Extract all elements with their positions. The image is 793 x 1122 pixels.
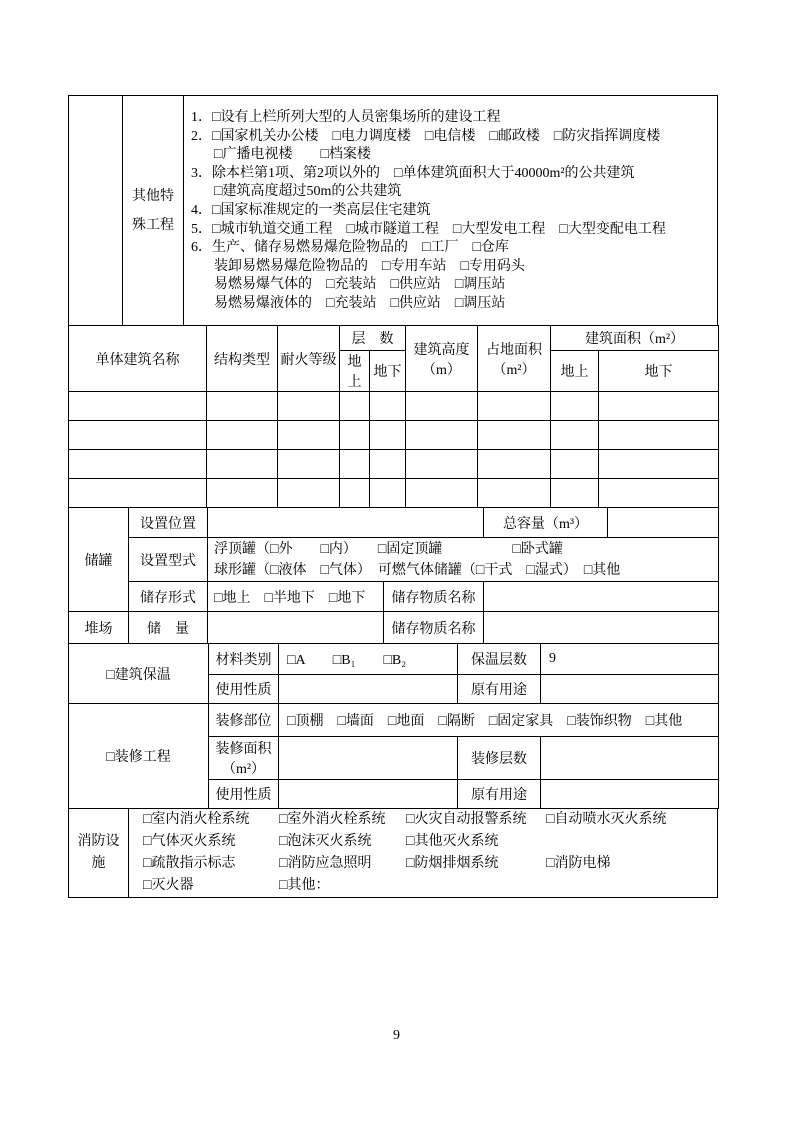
col-header-footprint-area: 占地面积（m²） — [478, 326, 551, 392]
input-cell[interactable] — [340, 450, 370, 479]
input-cell[interactable] — [207, 479, 278, 508]
checkbox-option[interactable]: □疏散指示标志 — [143, 856, 236, 871]
col-header-floors-above-ground: 地上 — [340, 351, 370, 392]
input-cell[interactable] — [406, 479, 478, 508]
checkbox-option-row — [143, 853, 713, 875]
checkbox-option-line[interactable]: 5．□城市轨道交通工程 □城市隧道工程 □大型发电工程 □大型变配电工程 — [191, 221, 666, 237]
input-cell[interactable] — [207, 450, 278, 479]
input-cell[interactable] — [340, 392, 370, 421]
checkbox-option[interactable] — [546, 875, 713, 897]
checkbox-option[interactable]: □室内消火栓系统 — [143, 812, 250, 827]
label-tank-type: 设置型式 — [129, 538, 208, 582]
col-header-building-name: 单体建筑名称 — [69, 326, 207, 392]
checkbox-option-line[interactable]: 装卸易燃易爆危险物品的 □专用车站 □专用码头 — [214, 258, 525, 274]
label-total-capacity: 总容量（m³） — [484, 508, 608, 538]
input-cell[interactable] — [370, 392, 406, 421]
input-cell[interactable] — [599, 479, 719, 508]
input-usage-nature[interactable] — [279, 675, 458, 704]
input-cell[interactable] — [69, 392, 207, 421]
input-cell[interactable] — [551, 479, 599, 508]
label-stock-quantity: 储 量 — [129, 612, 208, 644]
input-cell[interactable] — [551, 392, 599, 421]
label-renovation-area: 装修面积（m²） — [209, 737, 279, 780]
row-header-renovation-project[interactable]: □装修工程 — [69, 704, 209, 809]
row-header-tank: 储罐 — [69, 508, 129, 612]
checkbox-option[interactable]: □灭火器 — [143, 878, 194, 893]
input-tank-location[interactable] — [208, 508, 484, 538]
label-original-use: 原有用途 — [458, 780, 541, 809]
label-storage-form: 储存形式 — [129, 582, 208, 612]
checkbox-option-line[interactable]: 3．除本栏第1项、第2项以外的 □单体建筑面积大于40000m²的公共建筑 — [191, 165, 635, 181]
col-header-area-above-ground: 地上 — [551, 351, 599, 392]
fire-safety-application-form — [68, 95, 718, 898]
checkbox-option[interactable]: □火灾自动报警系统 — [406, 812, 527, 827]
input-stock-quantity[interactable] — [208, 612, 384, 644]
checkbox-option[interactable]: □其他灭火系统 — [406, 834, 499, 849]
label-original-use: 原有用途 — [458, 675, 541, 704]
label-tank-location: 设置位置 — [129, 508, 208, 538]
input-total-capacity[interactable] — [608, 508, 719, 538]
col-header-floors-below-ground: 地下 — [370, 351, 406, 392]
col-header-fire-resistance-rating: 耐火等级 — [278, 326, 340, 392]
fire-facilities-options — [129, 809, 718, 898]
row-header-text: 施 — [91, 856, 106, 871]
input-renovation-floors[interactable] — [541, 737, 719, 780]
input-cell[interactable] — [340, 421, 370, 450]
checkbox-option-line[interactable]: □建筑高度超过50m的公共建筑 — [214, 184, 402, 200]
checkbox-option-line[interactable]: 球形罐（□液体 □气体） 可燃气体储罐（□干式 □湿式） □其他 — [214, 562, 621, 578]
label-insulation-layers: 保温层数 — [458, 644, 541, 675]
material-category-options[interactable]: □A □B₁ □B₂ — [279, 644, 458, 675]
input-cell[interactable] — [478, 479, 551, 508]
fire-facilities-section — [68, 808, 718, 898]
checkbox-option-line[interactable]: □广播电视楼 □档案楼 — [214, 147, 371, 163]
input-cell[interactable] — [207, 392, 278, 421]
col-header-building-height: 建筑高度（m） — [406, 326, 478, 392]
row-header-text: 殊工程 — [132, 217, 174, 233]
col-header-floor-count: 层 数 — [340, 326, 406, 351]
checkbox-option-line[interactable]: 易燃易爆液体的 □充装站 □供应站 □调压站 — [214, 295, 506, 311]
input-cell[interactable] — [278, 450, 340, 479]
checkbox-option[interactable]: □防烟排烟系统 — [406, 856, 499, 871]
checkbox-option-line[interactable]: 6．生产、储存易燃易爆危险物品的 □工厂 □仓库 — [191, 240, 509, 256]
checkbox-option[interactable]: □其他： — [279, 878, 330, 893]
checkbox-option-line[interactable]: 4．□国家标准规定的一类高层住宅建筑 — [191, 202, 431, 218]
other-special-projects-options — [184, 96, 718, 326]
row-header-building-insulation[interactable]: □建筑保温 — [69, 644, 209, 704]
checkbox-option[interactable]: □消防电梯 — [546, 856, 611, 871]
input-cell[interactable] — [340, 479, 370, 508]
tank-yard-section — [68, 507, 719, 644]
checkbox-option-row — [143, 809, 713, 831]
checkbox-option-line[interactable]: 2．□国家机关办公楼 □电力调度楼 □电信楼 □邮政楼 □防灾指挥调度楼 — [191, 128, 661, 144]
checkbox-option[interactable] — [546, 831, 713, 853]
input-cell[interactable] — [278, 421, 340, 450]
label-stored-substance: 储存物质名称 — [384, 582, 484, 612]
renovation-part-options[interactable]: □顶棚 □墙面 □地面 □隔断 □固定家具 □装饰织物 □其他 — [279, 704, 719, 737]
building-insulation-section — [68, 643, 719, 704]
input-cell[interactable] — [278, 479, 340, 508]
input-cell[interactable] — [370, 479, 406, 508]
label-renovation-floors: 装修层数 — [458, 737, 541, 780]
renovation-project-section — [68, 703, 719, 809]
row-header-text: 其他特 — [132, 188, 174, 204]
row-header-text: 消防设 — [77, 834, 120, 849]
page-number: 9 — [393, 1028, 400, 1043]
input-cell[interactable] — [69, 479, 207, 508]
label-stored-substance: 储存物质名称 — [384, 612, 484, 644]
input-stored-substance[interactable] — [484, 582, 719, 612]
input-cell[interactable] — [406, 392, 478, 421]
checkbox-option[interactable]: □气体灭火系统 — [143, 834, 236, 849]
input-cell[interactable] — [551, 421, 599, 450]
input-cell[interactable] — [370, 421, 406, 450]
input-cell[interactable] — [478, 392, 551, 421]
input-renovation-area[interactable] — [279, 737, 458, 780]
building-info-table — [68, 325, 719, 508]
row-header-fire-facilities — [69, 809, 129, 898]
input-cell[interactable] — [406, 421, 478, 450]
checkbox-option[interactable]: □自动喷水灭火系统 — [546, 812, 667, 827]
input-cell[interactable] — [207, 421, 278, 450]
checkbox-option-row — [143, 831, 713, 853]
col-header-area-below-ground: 地下 — [599, 351, 719, 392]
input-stored-substance[interactable] — [484, 612, 719, 644]
checkbox-option-line[interactable]: 易燃易爆气体的 □充装站 □供应站 □调压站 — [214, 277, 506, 293]
value-insulation-layers[interactable]: 9 — [541, 644, 719, 675]
input-original-use[interactable] — [541, 675, 719, 704]
input-cell[interactable] — [478, 450, 551, 479]
empty-category-cell — [69, 96, 123, 326]
checkbox-option-row — [143, 875, 713, 897]
row-header-stockyard: 堆场 — [69, 612, 129, 644]
input-cell[interactable] — [69, 421, 207, 450]
label-usage-nature: 使用性质 — [209, 675, 279, 704]
checkbox-option[interactable]: □消防应急照明 — [279, 856, 372, 871]
storage-form-options[interactable]: □地上 □半地下 □地下 — [208, 582, 384, 612]
col-header-building-area: 建筑面积（m²） — [551, 326, 719, 351]
checkbox-option[interactable] — [406, 875, 546, 897]
row-header-other-special-projects — [123, 96, 184, 326]
input-cell[interactable] — [370, 450, 406, 479]
input-cell[interactable] — [69, 450, 207, 479]
input-original-use[interactable] — [541, 780, 719, 809]
input-cell[interactable] — [278, 392, 340, 421]
checkbox-option-line[interactable]: 1．□设有上栏所列大型的人员密集场所的建设工程 — [191, 110, 501, 125]
checkbox-option[interactable]: □室外消火栓系统 — [279, 812, 386, 827]
input-cell[interactable] — [599, 392, 719, 421]
input-cell[interactable] — [599, 450, 719, 479]
checkbox-option-line[interactable]: 浮顶罐（□外 □内） □固定顶罐 □卧式罐 — [214, 541, 563, 557]
input-cell[interactable] — [406, 450, 478, 479]
input-usage-nature[interactable] — [279, 780, 458, 809]
label-renovation-part: 装修部位 — [209, 704, 279, 737]
other-special-projects-section — [68, 95, 718, 326]
col-header-structure-type: 结构类型 — [207, 326, 278, 392]
input-cell[interactable] — [599, 421, 719, 450]
checkbox-option[interactable]: □泡沫灭火系统 — [279, 834, 372, 849]
label-usage-nature: 使用性质 — [209, 780, 279, 809]
input-cell[interactable] — [551, 450, 599, 479]
label-material-category: 材料类别 — [209, 644, 279, 675]
input-cell[interactable] — [478, 421, 551, 450]
tank-type-options — [208, 538, 719, 582]
